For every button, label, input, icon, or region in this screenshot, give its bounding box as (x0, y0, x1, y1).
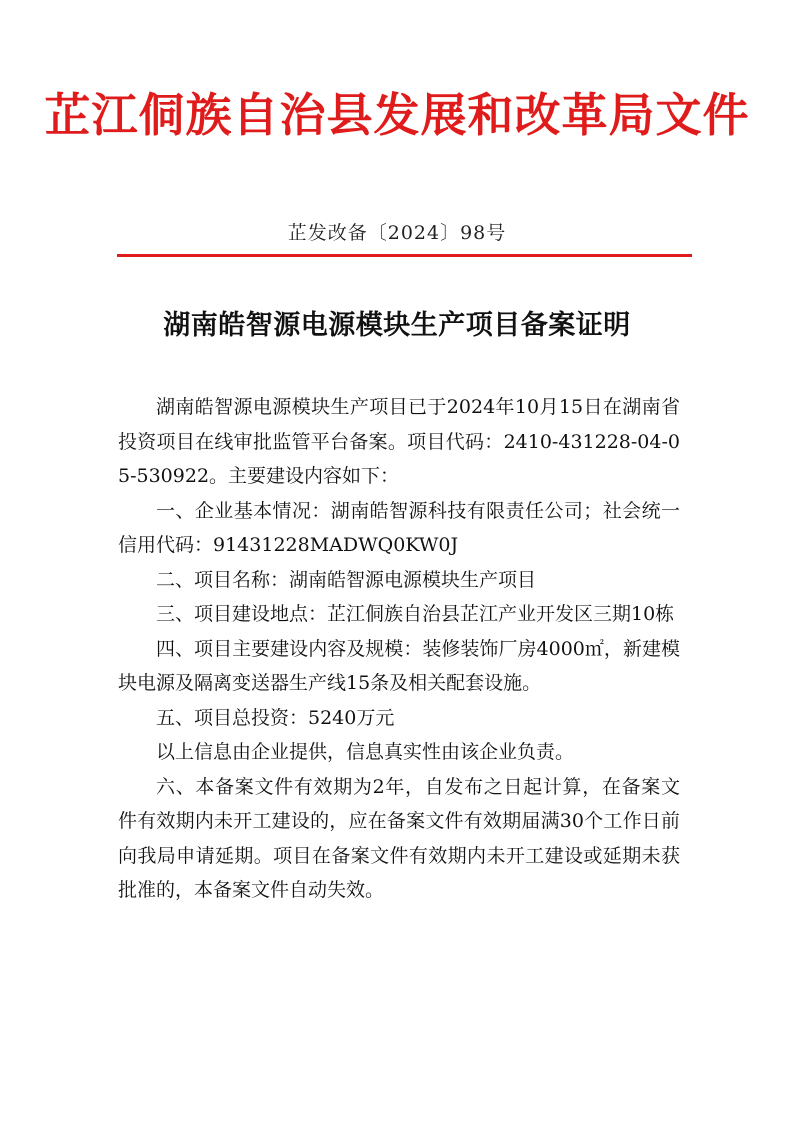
masthead-title: 芷江侗族自治县发展和改革局文件 (44, 88, 750, 142)
document-number: 芷发改备〔2024〕98号 (287, 222, 507, 244)
body-paragraph-disclaimer: 以上信息由企业提供，信息真实性由该企业负责。 (156, 741, 575, 763)
body-paragraph-intro: 湖南皓智源电源模块生产项目已于2024年10月15日在湖南省投资项目在线审批监管平台备案。项目代码：2410-431228-04-05-530922。主要建设内容如下： (118, 396, 680, 487)
body-paragraph-investment: 五、项目总投资：5240万元 (156, 706, 395, 729)
body-paragraph-location: 三、项目建设地点：芷江侗族自治县芷江产业开发区三期10栋 (156, 603, 675, 625)
document-body (118, 390, 680, 908)
body-paragraph-validity: 六、本备案文件有效期为2年，自发布之日起计算，在备案文件有效期内未开工建设的，应在备案文件有效期届满30个工作日前向我局申请延期。项目在备案文件有效期内未开工建设或延期未获批准的，本备案文件自动失效。 (118, 775, 680, 901)
body-paragraph-enterprise: 一、企业基本情况：湖南皓智源科技有限责任公司；社会统一信用代码：91431228MADWQ0KW0J (118, 499, 680, 556)
body-paragraph-project-name: 二、项目名称：湖南皓智源电源模块生产项目 (156, 568, 537, 591)
body-paragraph-scope: 四、项目主要建设内容及规模：装修装饰厂房4000㎡，新建模块电源及隔离变送器生产线15条及相关配套设施。 (118, 637, 680, 694)
document-title: 湖南皓智源电源模块生产项目备案证明 (163, 310, 631, 341)
red-divider-line (117, 254, 692, 257)
